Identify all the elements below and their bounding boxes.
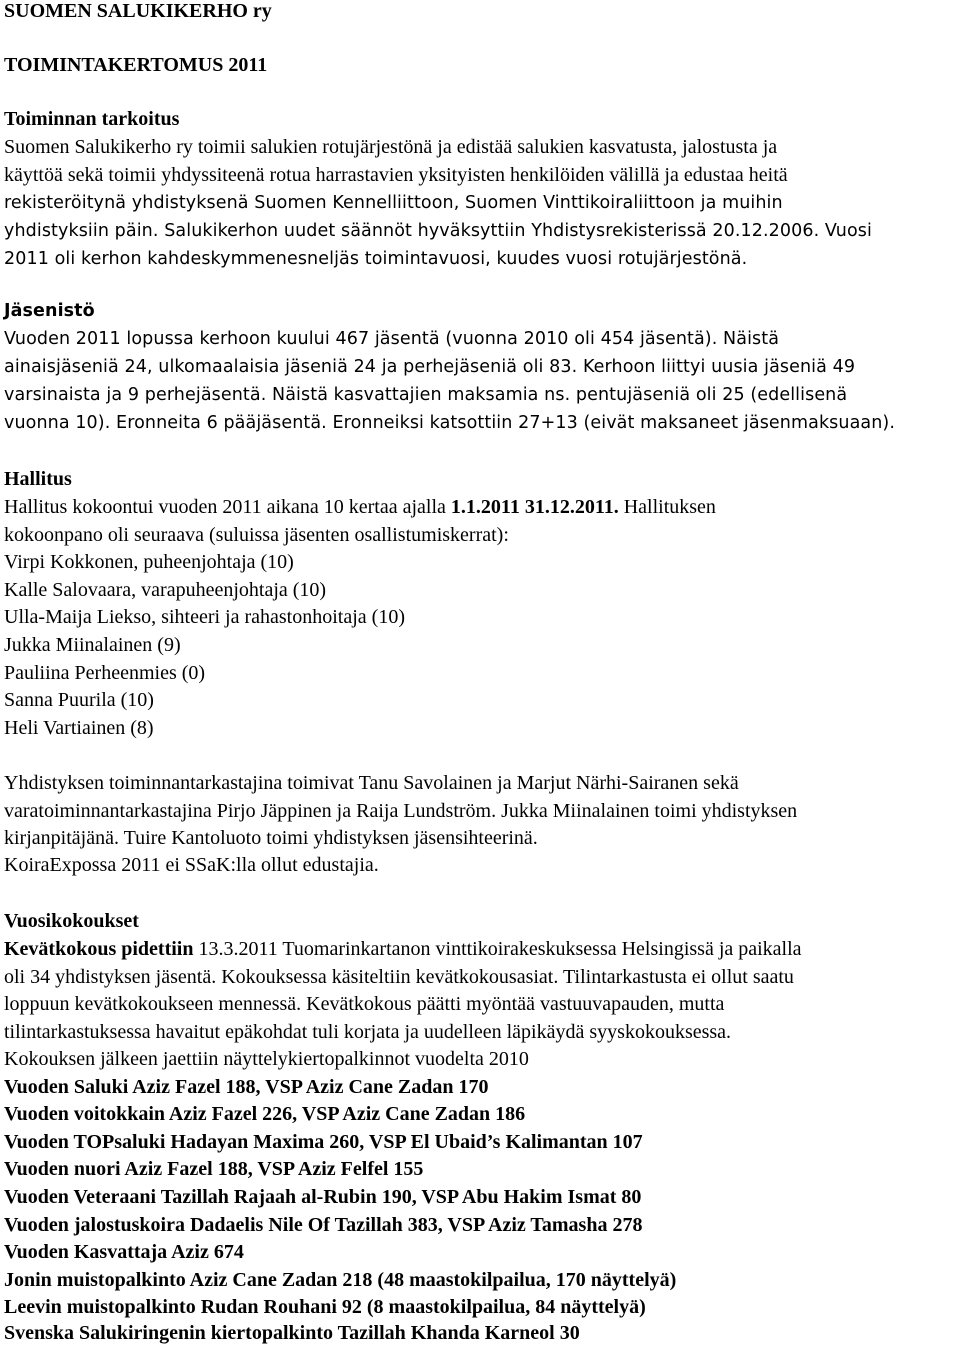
board-meetings-line — [4, 494, 716, 522]
purpose-heading: Toiminnan tarkoitus — [4, 108, 180, 130]
award-line: Vuoden TOPsaluki Hadayan Maxima 260, VSP El Ubaid’s Kalimantan 107 — [4, 1131, 643, 1153]
award-line: Leevin muistopalkinto Rudan Rouhani 92 (8 maastokilpailua, 84 näyttelyä) — [4, 1296, 646, 1318]
members-line: varsinaista ja 9 perhejäsentä. Näistä kasvattajien maksamia ns. pentujäseniä oli 25 (edellisenä — [4, 385, 848, 405]
award-line: Vuoden jalostuskoira Dadaelis Nile Of Tazillah 383, VSP Aziz Tamasha 278 — [4, 1214, 643, 1236]
purpose-line: rekisteröitynä yhdistyksenä Suomen Kennelliittoon, Suomen Vinttikoiraliittoon ja muihin — [4, 193, 783, 213]
meetings-line: loppuun kevätkokoukseen mennessä. Kevätkokous päätti myöntää vastuuvapauden, mutta — [4, 993, 725, 1015]
award-line: Vuoden nuori Aziz Fazel 188, VSP Aziz Felfel 155 — [4, 1158, 424, 1180]
members-heading: Jäsenistö — [4, 301, 95, 321]
document-title: SUOMEN SALUKIKERHO ry — [4, 0, 272, 22]
board-meetings-text-end: Hallituksen — [618, 496, 716, 518]
board-member: Jukka Miinalainen (9) — [4, 634, 181, 656]
members-line: Vuoden 2011 lopussa kerhoon kuului 467 jäsentä (vuonna 2010 oli 454 jäsentä). Näistä — [4, 329, 780, 349]
document-subtitle: TOIMINTAKERTOMUS 2011 — [4, 54, 268, 76]
spring-meeting-text: 13.3.2011 Tuomarinkartanon vinttikoirakeskuksessa Helsingissä ja paikalla — [193, 938, 802, 960]
award-line: Vuoden Kasvattaja Aziz 674 — [4, 1241, 244, 1263]
award-line: Vuoden voitokkain Aziz Fazel 226, VSP Aziz Cane Zadan 186 — [4, 1103, 526, 1125]
board-period-dates: 1.1.2011 31.12.2011. — [450, 496, 619, 518]
purpose-line: Suomen Salukikerho ry toimii salukien rotujärjestönä ja edistää salukien kasvatusta, jalostusta ja — [4, 136, 778, 158]
award-line: Vuoden Saluki Aziz Fazel 188, VSP Aziz Cane Zadan 170 — [4, 1076, 489, 1098]
award-line: Svenska Salukiringenin kiertopalkinto Tazillah Khanda Karneol 30 — [4, 1322, 580, 1344]
members-line: vuonna 10). Eronneita 6 pääjäsentä. Eronneiksi katsottiin 27+13 (eivät maksaneet jäsenmaksuaan). — [4, 413, 896, 433]
board-member: Heli Vartiainen (8) — [4, 717, 154, 739]
board-heading: Hallitus — [4, 468, 72, 490]
meetings-line: tilintarkastuksessa havaitut epäkohdat tuli korjata ja uudelleen läpikäydä syyskokouksessa. — [4, 1021, 732, 1043]
purpose-line: 2011 oli kerhon kahdeskymmenesneljäs toimintavuosi, kuudes vuosi rotujärjestönä. — [4, 249, 748, 269]
auditors-line: KoiraExpossa 2011 ei SSaK:lla ollut edustajia. — [4, 854, 379, 876]
board-member: Pauliina Perheenmies (0) — [4, 662, 206, 684]
purpose-line: yhdistyksiin päin. Salukikerhon uudet säännöt hyväksyttiin Yhdistysrekisterissä 20.12.2006. Vuosi — [4, 221, 872, 241]
meetings-line: Kokouksen jälkeen jaettiin näyttelykiertopalkinnot vuodelta 2010 — [4, 1048, 529, 1070]
auditors-line: varatoiminnantarkastajina Pirjo Jäppinen ja Raija Lundström. Jukka Miinalainen toimi yhdistyksen — [4, 800, 798, 822]
board-member: Kalle Salovaara, varapuheenjohtaja (10) — [4, 579, 327, 601]
board-member: Ulla-Maija Liekso, sihteeri ja rahastonhoitaja (10) — [4, 606, 405, 628]
meetings-line: oli 34 yhdistyksen jäsentä. Kokouksessa käsiteltiin kevätkokousasiat. Tilintarkastusta ei ollut saatu — [4, 966, 794, 988]
award-line: Jonin muistopalkinto Aziz Cane Zadan 218 (48 maastokilpailua, 170 näyttelyä) — [4, 1269, 677, 1291]
spring-meeting-label: Kevätkokous pidettiin — [4, 938, 194, 960]
spring-meeting-line — [4, 936, 802, 964]
auditors-line: kirjanpitäjänä. Tuire Kantoluoto toimi yhdistyksen jäsensihteerinä. — [4, 827, 538, 849]
meetings-heading: Vuosikokoukset — [4, 910, 139, 932]
board-meetings-text: Hallitus kokoontui vuoden 2011 aikana 10 kertaa ajalla — [4, 496, 451, 518]
board-composition-line: kokoonpano oli seuraava (suluissa jäsenten osallistumiskerrat): — [4, 524, 509, 546]
award-line: Vuoden Veteraani Tazillah Rajaah al-Rubin 190, VSP Abu Hakim Ismat 80 — [4, 1186, 642, 1208]
board-member: Sanna Puurila (10) — [4, 689, 154, 711]
auditors-line: Yhdistyksen toiminnantarkastajina toimivat Tanu Savolainen ja Marjut Närhi-Sairanen sekä — [4, 772, 739, 794]
board-member: Virpi Kokkonen, puheenjohtaja (10) — [4, 551, 294, 573]
members-line: ainaisjäseniä 24, ulkomaalaisia jäseniä 24 ja perhejäseniä oli 83. Kerhoon liittyi uusia jäseniä 49 — [4, 357, 856, 377]
purpose-line: käyttöä sekä toimii yhdyssiteenä rotua harrastavien yksityisten henkilöiden välillä ja edustaa heitä — [4, 164, 788, 186]
